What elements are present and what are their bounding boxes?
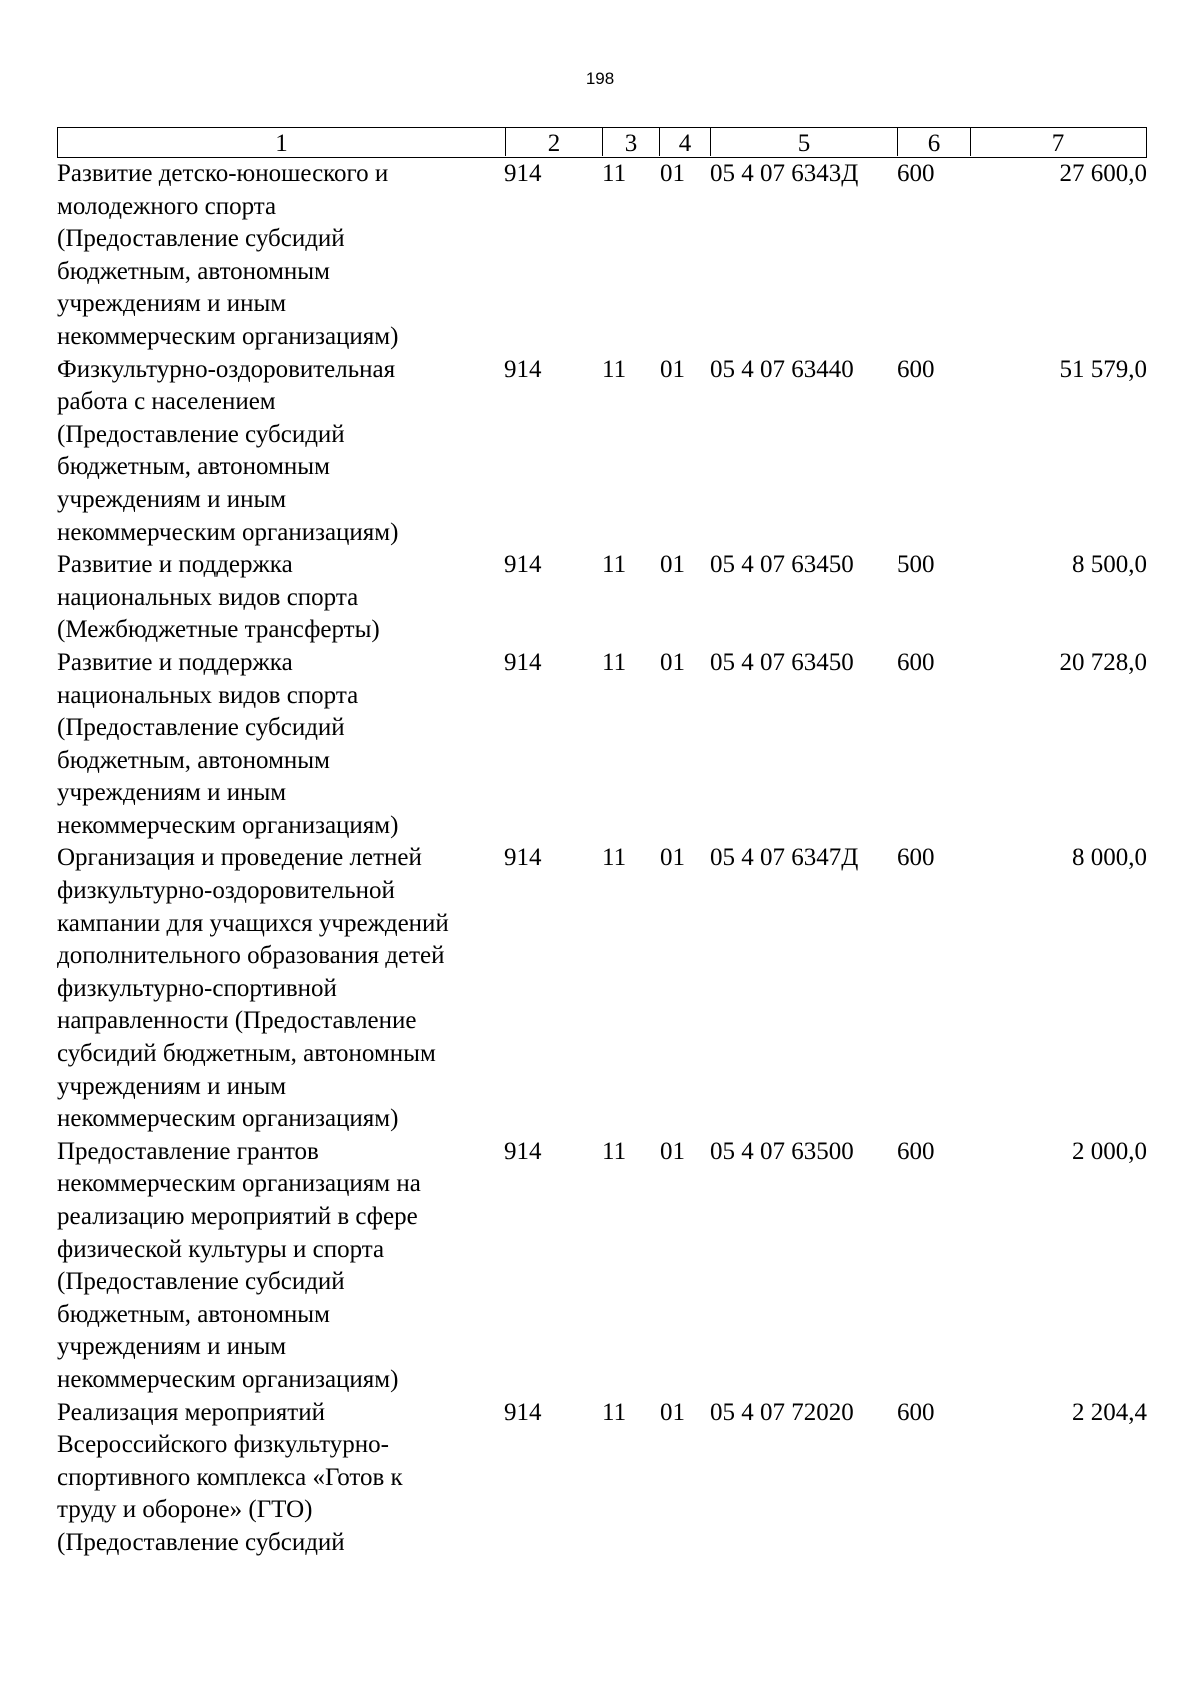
cell-amount: 8 000,0 [1072,844,1147,872]
cell-subsection: 01 [660,648,685,676]
description-line: субсидий бюджетным, автономным [57,1040,436,1068]
cell-amount: 51 579,0 [1059,355,1147,383]
page-number: 198 [585,69,615,88]
description-line: бюджетным, автономным [57,746,330,774]
description-line: спортивного комплекса «Готов к [57,1463,403,1491]
description-line: учреждениям и иным [57,1072,287,1100]
cell-target-article: 05 4 07 6347Д [710,844,859,872]
cell-target-article: 05 4 07 63450 [710,551,854,579]
cell-section: 11 [602,551,627,579]
cell-expense-type: 600 [897,1137,935,1165]
cell-amount: 2 204,4 [1072,1398,1147,1426]
cell-expense-type: 600 [897,648,935,676]
description-line: национальных видов спорта [57,681,359,709]
header-col-1: 1 [275,130,288,157]
cell-subsection: 01 [660,844,685,872]
description-line: физкультурно-спортивной [57,974,337,1002]
row-description [57,1136,507,1397]
description-line: Развитие и поддержка [57,648,293,676]
description-line: молодежного спорта [57,192,277,220]
cell-expense-type: 600 [897,160,935,187]
header-col-3: 3 [602,128,659,156]
table-body [57,158,1147,1560]
cell-expense-type: 600 [897,355,935,383]
description-line: Организация и проведение летней [57,844,422,872]
description-line: некоммерческим организациям) [57,1365,399,1393]
description-line: реализацию мероприятий в сфере [57,1203,418,1230]
cell-target-article: 05 4 07 63440 [710,355,854,383]
description-line: работа с населением [57,388,276,416]
description-line: учреждениям и иным [57,779,287,807]
description-line: некоммерческим организациям) [57,1105,399,1133]
row-description [57,842,507,1135]
description-line: физической культуры и спорта [57,1235,385,1263]
budget-table [57,127,1147,1560]
description-line: национальных видов спорта [57,583,359,611]
description-line: некоммерческим организациям) [57,322,399,350]
cell-ministry: 914 [504,551,542,579]
description-line: бюджетным, автономным [57,1300,330,1328]
cell-section: 11 [602,648,627,676]
cell-subsection: 01 [660,160,685,187]
description-line: (Предоставление субсидий [57,225,345,253]
cell-subsection: 01 [660,1137,685,1165]
cell-subsection: 01 [660,1398,685,1426]
cell-ministry: 914 [504,844,542,872]
table-row [57,549,1147,647]
description-line: (Предоставление субсидий [57,420,345,448]
cell-subsection: 01 [660,355,685,383]
header-col-7: 7 [970,128,1145,156]
description-line: учреждениям и иным [57,485,287,513]
header-col-2: 2 [505,128,602,156]
description-line: дополнительного образования детей [57,942,445,970]
row-description [57,647,507,843]
row-description [57,354,507,550]
description-line: учреждениям и иным [57,290,287,318]
table-row [57,158,1147,354]
table-row [57,354,1147,550]
cell-amount: 27 600,0 [1059,160,1147,187]
cell-ministry: 914 [504,160,542,187]
cell-subsection: 01 [660,551,685,579]
cell-ministry: 914 [504,1137,542,1165]
header-col-6: 6 [897,128,970,156]
description-line: направленности (Предоставление [57,1007,417,1035]
cell-section: 11 [602,355,627,383]
description-line: Физкультурно-оздоровительная [57,355,396,383]
description-line: бюджетным, автономным [57,453,330,481]
cell-expense-type: 600 [897,1398,935,1426]
cell-section: 11 [602,1398,627,1426]
cell-section: 11 [602,1137,627,1165]
table-row [57,842,1147,1135]
header-col-4: 4 [659,128,710,156]
cell-amount: 2 000,0 [1072,1137,1147,1165]
description-line: кампании для учащихся учреждений [57,909,449,937]
description-line: учреждениям и иным [57,1333,287,1361]
description-line: Реализация мероприятий [57,1398,325,1426]
description-line: физкультурно-оздоровительной [57,877,395,905]
description-line: (Межбюджетные трансферты) [57,616,380,644]
header-col-5: 5 [710,128,897,156]
description-line: Предоставление грантов [57,1137,319,1165]
cell-target-article: 05 4 07 63500 [710,1137,854,1165]
description-line: (Предоставление субсидий [57,1268,345,1296]
row-description [57,1397,507,1560]
table-row [57,647,1147,843]
description-line: некоммерческим организациям) [57,518,399,546]
description-line: бюджетным, автономным [57,257,330,285]
description-line: некоммерческим организациям) [57,811,399,839]
cell-amount: 8 500,0 [1072,551,1147,579]
description-line: Всероссийского физкультурно- [57,1431,389,1459]
row-description [57,549,507,647]
table-header-row [57,127,1147,158]
cell-expense-type: 600 [897,844,935,872]
description-line: Развитие детско-юношеского и [57,160,389,187]
description-line: труду и обороне» (ГТО) [57,1496,313,1524]
description-line: (Предоставление субсидий [57,714,345,742]
cell-ministry: 914 [504,355,542,383]
cell-expense-type: 500 [897,551,935,579]
cell-ministry: 914 [504,648,542,676]
cell-section: 11 [602,160,627,187]
description-line: некоммерческим организациям на [57,1170,421,1198]
cell-target-article: 05 4 07 6343Д [710,160,859,187]
description-line: (Предоставление субсидий [57,1528,345,1556]
cell-ministry: 914 [504,1398,542,1426]
row-description [57,158,507,354]
table-row [57,1397,1147,1560]
cell-target-article: 05 4 07 72020 [710,1398,854,1426]
table-row [57,1136,1147,1397]
cell-section: 11 [602,844,627,872]
cell-target-article: 05 4 07 63450 [710,648,854,676]
description-line: Развитие и поддержка [57,551,293,579]
cell-amount: 20 728,0 [1059,648,1147,676]
